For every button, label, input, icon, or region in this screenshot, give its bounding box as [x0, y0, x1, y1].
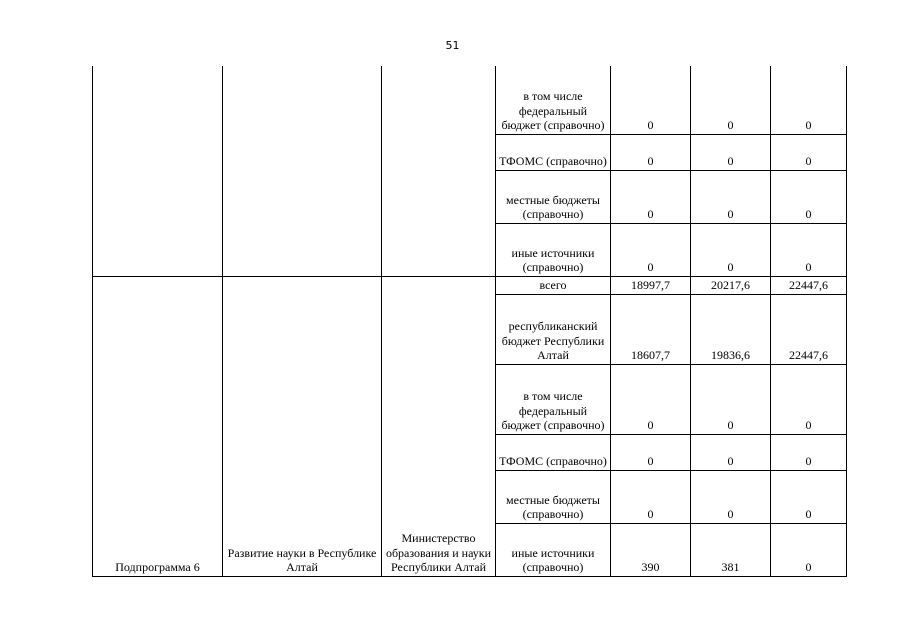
value-cell: 0 [691, 470, 771, 523]
value-cell: 0 [691, 134, 771, 170]
table-row [93, 276, 847, 294]
funding-source-cell: в том числе федеральный бюджет (справочно) [496, 66, 611, 134]
value-cell: 0 [611, 364, 691, 434]
financing-table [92, 66, 847, 577]
funding-source-cell: в том числе федеральный бюджет (справочно) [496, 364, 611, 434]
value-cell: 0 [771, 523, 847, 576]
value-cell: 0 [611, 66, 691, 134]
funding-source-cell: иные источники (справочно) [496, 223, 611, 276]
value-cell: 0 [691, 223, 771, 276]
value-cell: 0 [771, 470, 847, 523]
value-cell: 0 [771, 364, 847, 434]
funding-source-cell: республиканский бюджет Республики Алтай [496, 294, 611, 364]
value-cell: 19836,6 [691, 294, 771, 364]
value-cell: 0 [691, 364, 771, 434]
value-cell: 18997,7 [611, 276, 691, 294]
value-cell: 22447,6 [771, 294, 847, 364]
value-cell: 0 [611, 223, 691, 276]
funding-source-cell: местные бюджеты (справочно) [496, 170, 611, 223]
value-cell: 18607,7 [611, 294, 691, 364]
value-cell: 0 [691, 66, 771, 134]
value-cell: 0 [611, 434, 691, 470]
executor-cell: Министерство образования и науки Республики Алтай [382, 276, 496, 576]
value-cell: 0 [691, 434, 771, 470]
value-cell: 0 [771, 434, 847, 470]
funding-source-cell: ТФОМС (справочно) [496, 134, 611, 170]
subprogram-title-cell: Развитие науки в Республике Алтай [223, 276, 382, 576]
value-cell: 0 [611, 134, 691, 170]
executor-cell [382, 66, 496, 276]
value-cell: 0 [771, 223, 847, 276]
table-row [93, 66, 847, 134]
value-cell: 0 [771, 134, 847, 170]
funding-source-cell: иные источники (справочно) [496, 523, 611, 576]
value-cell: 20217,6 [691, 276, 771, 294]
value-cell: 0 [691, 170, 771, 223]
subprogram-name-cell: Подпрограмма 6 [93, 276, 223, 576]
value-cell: 390 [611, 523, 691, 576]
value-cell: 381 [691, 523, 771, 576]
value-cell: 0 [771, 66, 847, 134]
subprogram-title-cell [223, 66, 382, 276]
subprogram-name-cell [93, 66, 223, 276]
value-cell: 0 [611, 170, 691, 223]
value-cell: 0 [771, 170, 847, 223]
value-cell: 22447,6 [771, 276, 847, 294]
funding-source-cell: всего [496, 276, 611, 294]
funding-source-cell: местные бюджеты (справочно) [496, 470, 611, 523]
funding-source-cell: ТФОМС (справочно) [496, 434, 611, 470]
value-cell: 0 [611, 470, 691, 523]
page-number: 51 [445, 39, 460, 52]
